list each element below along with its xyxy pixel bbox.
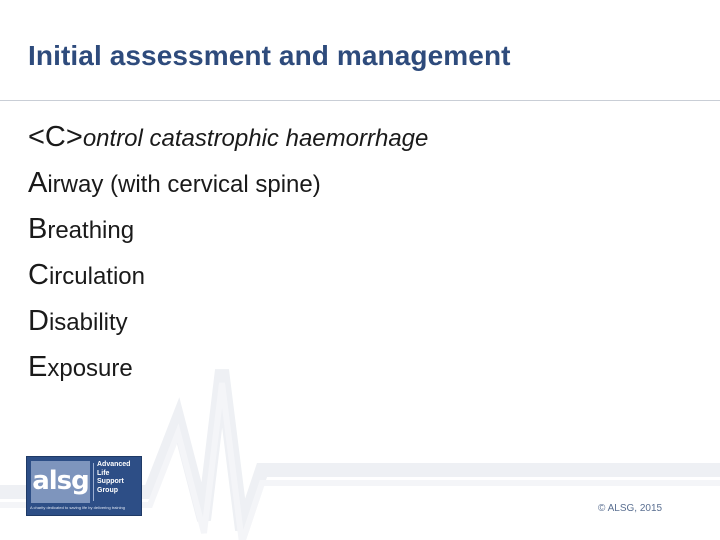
logo-word: Support [97,478,124,485]
list-item-initial: C [28,259,49,291]
list-item [28,210,428,256]
copyright-notice: © ALSG, 2015 [598,503,663,514]
list-item-text: reathing [47,217,135,244]
list-item [28,118,428,164]
list-item [28,302,428,348]
list-item-text: ontrol catastrophic haemorrhage [82,125,429,152]
alsg-logo-mark: alsg [31,461,90,503]
logo-tagline: A charity dedicated to saving life by delivering training [30,505,125,510]
logo-divider [93,463,94,501]
logo-word: Advanced [97,461,131,468]
list-item-initial: B [28,213,48,245]
list-item-initial: E [28,351,48,383]
logo-word: Life [97,469,110,477]
list-item-text: xposure [47,355,133,382]
list-item-text: irculation [48,263,145,290]
title-divider [0,100,720,101]
list-item-initial: D [28,305,49,337]
list-item [28,164,428,210]
logo-word: Group [97,486,118,494]
list-item-text: irway (with cervical spine) [47,171,321,198]
list-item-initial: A [28,167,48,199]
list-item [28,256,428,302]
assessment-list [28,118,428,394]
alsg-logo [26,456,142,516]
list-item-initial: <C> [28,121,83,153]
list-item [28,348,428,394]
slide-title: Initial assessment and management [28,40,511,71]
logo-wordmark [97,461,139,495]
list-item-text: isability [48,309,128,336]
